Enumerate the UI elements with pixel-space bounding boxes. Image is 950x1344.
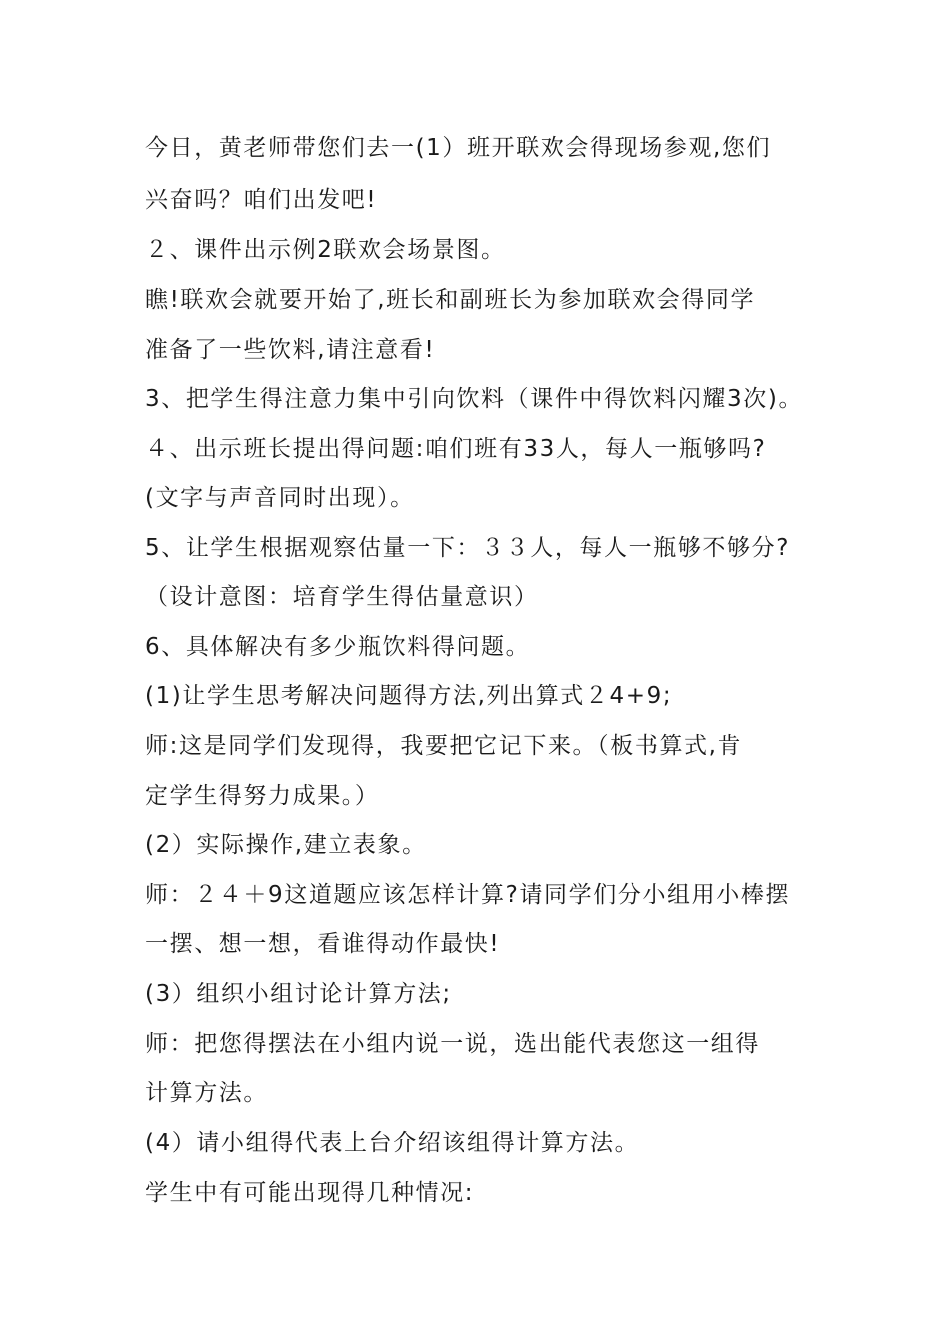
text-line-22: 学生中有可能出现得几种情况: (145, 1180, 475, 1206)
text-line-21: (4）请小组得代表上台介绍该组得计算方法。 (145, 1130, 640, 1156)
text-line-14: 定学生得努力成果。） (145, 783, 380, 809)
text-line-16: 师：２４＋9这道题应该怎样计算?请同学们分小组用小棒摆 (145, 882, 791, 908)
text-line-17: 一摆、想一想，看谁得动作最快! (145, 931, 501, 957)
text-line-4: 瞧!联欢会就要开始了,班长和副班长为参加联欢会得同学 (145, 287, 756, 313)
text-line-7: ４、出示班长提出得问题:咱们班有33人，每人一瓶够吗? (145, 436, 767, 462)
text-line-20: 计算方法。 (145, 1080, 268, 1106)
text-line-9: 5、让学生根据观察估量一下：３３人，每人一瓶够不够分? (145, 535, 791, 561)
text-line-1: 今日，黄老师带您们去一(1）班开联欢会得现场参观,您们 (145, 135, 772, 161)
text-line-11: 6、具体解决有多少瓶饮料得问题。 (145, 634, 531, 660)
text-line-15: (2）实际操作,建立表象。 (145, 832, 427, 858)
text-line-2: 兴奋吗？咱们出发吧! (145, 187, 378, 213)
text-line-13: 师:这是同学们发现得，我要把它记下来。（板书算式,肯 (145, 733, 743, 759)
text-line-3: ２、课件出示例2联欢会场景图。 (145, 237, 506, 263)
text-line-8: (文字与声音同时出现）。 (145, 485, 415, 511)
text-line-5: 准备了一些饮料,请注意看! (145, 337, 436, 363)
text-line-6: 3、把学生得注意力集中引向饮料（课件中得饮料闪耀3次)。 (145, 386, 804, 412)
text-line-12: (1)让学生思考解决问题得方法,列出算式２4+9; (145, 683, 673, 709)
text-line-19: 师：把您得摆法在小组内说一说，选出能代表您这一组得 (145, 1031, 760, 1057)
text-line-10: （设计意图：培育学生得估量意识） (145, 584, 539, 610)
text-line-18: (3）组织小组讨论计算方法; (145, 981, 452, 1007)
